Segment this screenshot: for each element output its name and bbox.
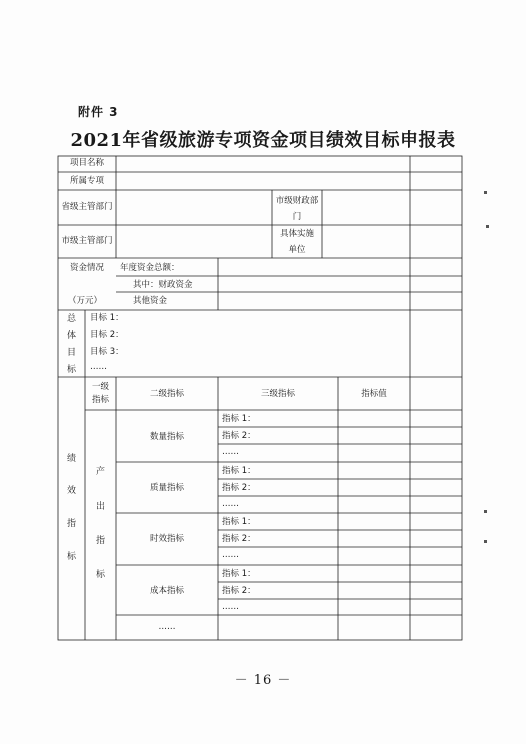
indicator-item: …… bbox=[222, 550, 239, 560]
col-value-header: 指标值 bbox=[361, 389, 387, 399]
indicator-item: 指标 1： bbox=[222, 414, 256, 424]
form-title: 2021年省级旅游专项资金项目绩效目标申报表 bbox=[70, 130, 456, 151]
scan-mark bbox=[486, 225, 489, 228]
more-indicators: …… bbox=[158, 622, 176, 632]
indicator-item: 指标 2： bbox=[222, 534, 256, 544]
cost-indicator: 成本指标 bbox=[149, 586, 184, 596]
fiscal-funds-label: 其中：财政资金 bbox=[133, 280, 193, 290]
attachment-label: 附件 3 bbox=[78, 105, 119, 119]
provincial-dept-label: 省级主管部门 bbox=[61, 202, 113, 212]
goal-2: 目标 2： bbox=[90, 330, 124, 340]
annual-total-label: 年度资金总额： bbox=[120, 263, 180, 273]
city-dept-label: 市级主管部门 bbox=[61, 236, 113, 246]
col-level3-header: 三级指标 bbox=[260, 389, 295, 399]
goal-more: …… bbox=[90, 362, 107, 372]
indicator-item: 指标 1： bbox=[222, 466, 256, 476]
scan-mark bbox=[484, 540, 487, 543]
category-label: 所属专项 bbox=[69, 176, 104, 186]
quantity-indicator: 数量指标 bbox=[149, 432, 184, 442]
project-name-label: 项目名称 bbox=[69, 158, 104, 168]
timeliness-indicator: 时效指标 bbox=[149, 534, 184, 544]
funds-unit: （万元） bbox=[68, 296, 103, 306]
goal-1: 目标 1： bbox=[90, 313, 124, 323]
indicator-item: 指标 2： bbox=[222, 431, 256, 441]
indicator-item: 指标 2： bbox=[222, 483, 256, 493]
indicator-item: …… bbox=[222, 499, 239, 509]
scan-mark bbox=[484, 510, 487, 513]
indicator-item: …… bbox=[222, 447, 239, 457]
indicator-item: 指标 2： bbox=[222, 586, 256, 596]
col-level2-header: 二级指标 bbox=[149, 389, 184, 399]
col-level1-header: 一级指标 bbox=[92, 382, 110, 405]
funds-label: 资金情况 bbox=[70, 263, 105, 273]
indicator-item: …… bbox=[222, 602, 239, 612]
page-number: － 16 － bbox=[234, 673, 292, 688]
indicator-item: 指标 1： bbox=[222, 569, 256, 579]
indicator-item: 指标 1： bbox=[222, 517, 256, 527]
city-finance-dept-label: 市级财政部门 bbox=[275, 196, 319, 222]
implementing-unit-label: 具体实施单位 bbox=[279, 229, 314, 255]
quality-indicator: 质量指标 bbox=[149, 483, 184, 493]
goal-3: 目标 3： bbox=[90, 347, 124, 357]
other-funds-label: 其他资金 bbox=[133, 296, 168, 306]
scan-mark bbox=[484, 191, 487, 194]
